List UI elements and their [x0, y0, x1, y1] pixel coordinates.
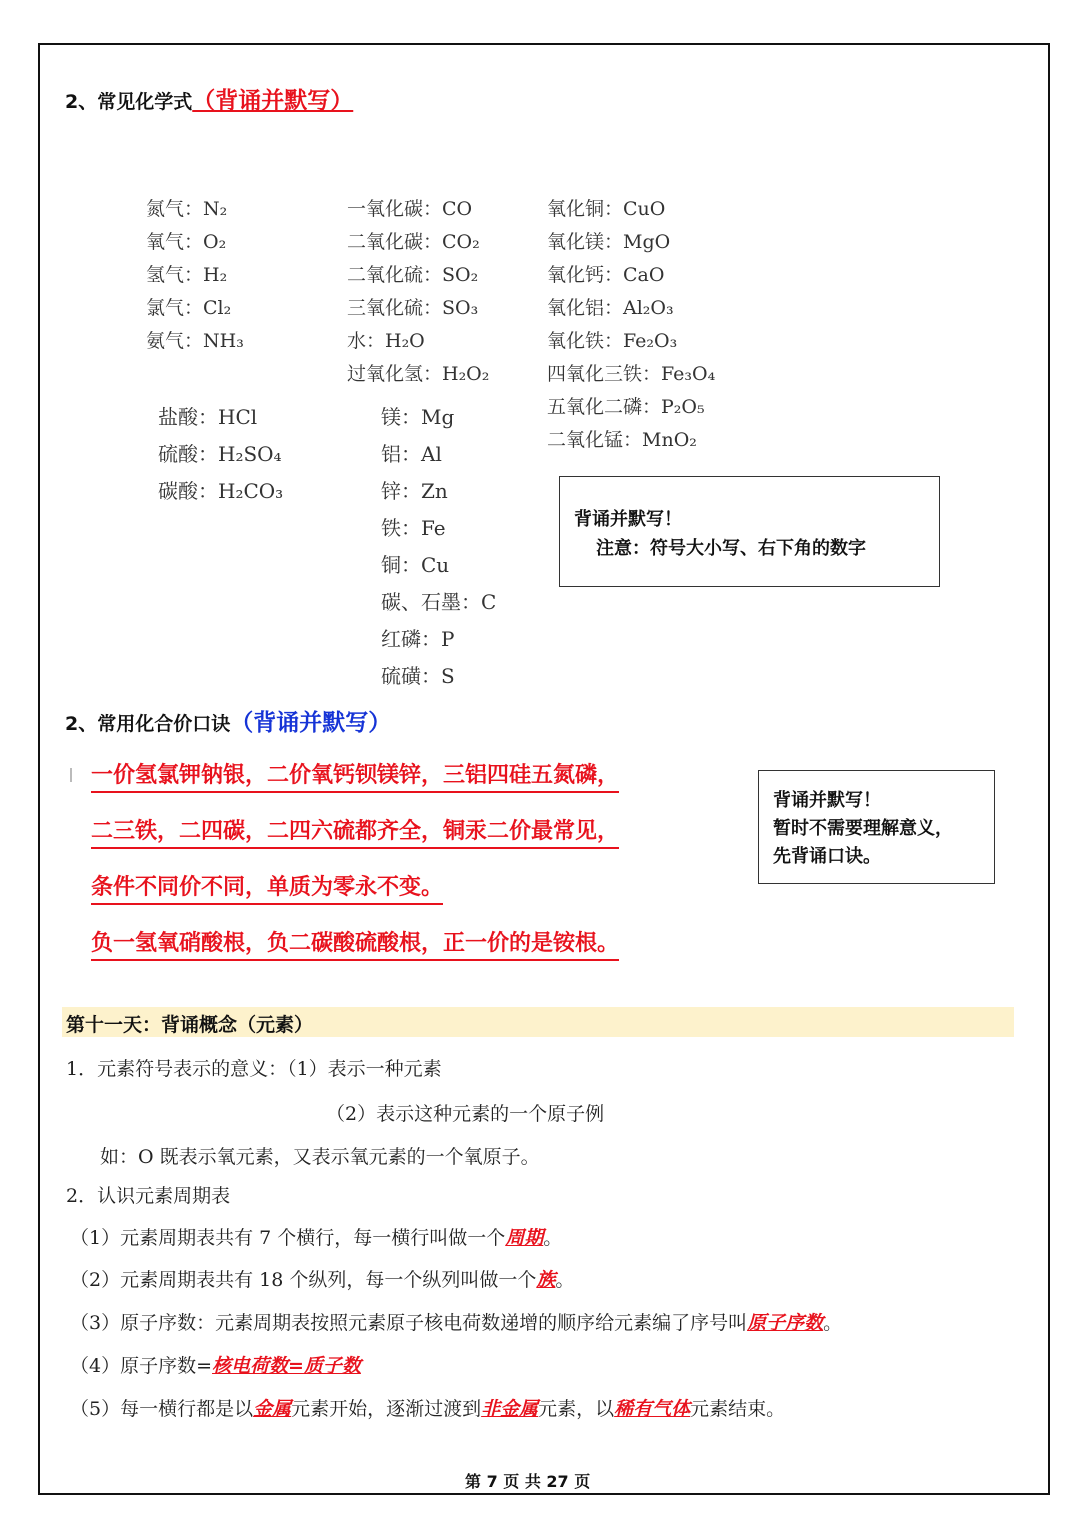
note-line: 背诵并默写！	[773, 790, 881, 811]
concept-line: 1．元素符号表示的意义：（1）表示一种元素	[66, 1058, 442, 1080]
section-title: 常用化合价口诀	[97, 713, 231, 735]
section-note: （背诵并默写）	[192, 88, 354, 114]
section-heading-formulas	[65, 82, 353, 115]
keyword: 原子序数	[747, 1312, 824, 1334]
note-box-formulas	[559, 476, 940, 587]
formula-item: 水：H₂O	[347, 330, 425, 352]
formula-item: 一氧化碳：CO	[347, 198, 473, 220]
formula-item: 氧气：O₂	[146, 231, 227, 253]
formula-item: 碳、石墨：C	[381, 590, 497, 614]
keyword: 周期	[505, 1227, 544, 1249]
point-text: 。	[543, 1227, 563, 1249]
keyword: 核电荷数=质子数	[212, 1355, 361, 1377]
concept-line: 如：O 既表示氧元素，又表示氧元素的一个氧原子。	[100, 1146, 540, 1168]
keyword: 族	[536, 1269, 556, 1291]
formula-item: 四氧化三铁：Fe₃O₄	[547, 363, 716, 385]
formula-item: 氯气：Cl₂	[146, 297, 232, 319]
formula-item: 镁：Mg	[381, 405, 455, 429]
concept-line: （2）表示这种元素的一个原子例	[326, 1103, 605, 1125]
formula-item: 铁：Fe	[381, 516, 446, 540]
formula-item: 二氧化碳：CO₂	[347, 231, 480, 253]
formula-item: 氧化钙：CaO	[547, 264, 665, 286]
formula-item: 氧化镁：MgO	[547, 231, 671, 253]
formula-column-metal-oxides	[547, 193, 715, 457]
formula-item: 硫磺：S	[381, 664, 455, 688]
formula-item: 过氧化氢：H₂O₂	[347, 363, 490, 385]
point-text: （3）原子序数：元素周期表按照元素原子核电荷数递增的顺序给元素编了序号叫	[70, 1312, 748, 1334]
note-line: 先背诵口诀。	[773, 846, 881, 867]
formula-item: 碳酸：H₂CO₃	[158, 479, 284, 503]
formula-column-elements	[381, 399, 496, 695]
formula-item: 氧化铁：Fe₂O₃	[547, 330, 678, 352]
rhyme-line: 一价氢氯钾钠银，二价氧钙钡镁锌，三铝四硅五氮磷，	[91, 758, 619, 793]
point-text: 元素，以	[538, 1398, 615, 1420]
concept-point	[70, 1351, 361, 1378]
point-text: 元素结束。	[690, 1398, 786, 1420]
formula-column-gases	[146, 193, 244, 358]
formula-item: 氨气：NH₃	[146, 330, 244, 352]
section-note: （背诵并默写）	[230, 710, 392, 736]
concept-point	[70, 1308, 842, 1335]
formula-item: 氢气：H₂	[146, 264, 228, 286]
concept-line: 2．认识元素周期表	[66, 1185, 231, 1207]
section-title: 常见化学式	[97, 91, 193, 113]
rhyme-line: 负一氢氧硝酸根，负二碳酸硫酸根，正一价的是铵根。	[91, 926, 619, 961]
point-text: （2）元素周期表共有 18 个纵列，每一个纵列叫做一个	[70, 1269, 537, 1291]
formula-item: 铝：Al	[381, 442, 442, 466]
keyword: 非金属	[481, 1398, 539, 1420]
formula-item: 二氧化锰：MnO₂	[547, 429, 697, 451]
concept-point	[70, 1394, 785, 1421]
formula-column-nonmetal-oxides	[347, 193, 489, 391]
formula-item: 二氧化硫：SO₂	[347, 264, 479, 286]
point-text: 。	[555, 1269, 575, 1291]
formula-item: 氮气：N₂	[146, 198, 228, 220]
formula-item: 三氧化硫：SO₃	[347, 297, 479, 319]
formula-item: 红磷：P	[381, 627, 455, 651]
point-text: （5）每一横行都是以	[70, 1398, 254, 1420]
formula-item: 锌：Zn	[381, 479, 448, 503]
concept-point	[70, 1223, 562, 1250]
note-line: 背诵并默写！	[574, 509, 682, 530]
note-line: 注意：符号大小写、右下角的数字	[596, 538, 866, 559]
keyword: 金属	[253, 1398, 292, 1420]
point-text: （1）元素周期表共有 7 个横行，每一横行叫做一个	[70, 1227, 506, 1249]
day-heading: 第十一天：背诵概念（元素）	[66, 1014, 314, 1036]
note-line: 暂时不需要理解意义，	[773, 818, 953, 839]
page-footer: 第 7 页 共 27 页	[465, 1472, 591, 1491]
point-text: （4）原子序数=	[70, 1355, 213, 1377]
formula-item: 氧化铝：Al₂O₃	[547, 297, 674, 319]
cursor-mark	[70, 768, 72, 782]
concept-point	[70, 1265, 574, 1292]
rhyme-line: 二三铁，二四碳，二四六硫都齐全，铜汞二价最常见，	[91, 814, 619, 849]
point-text: 。	[823, 1312, 843, 1334]
formula-item: 铜：Cu	[381, 553, 450, 577]
formula-item: 盐酸：HCl	[158, 405, 258, 429]
formula-item: 硫酸：H₂SO₄	[158, 442, 282, 466]
rhyme-line: 条件不同价不同，单质为零永不变。	[91, 870, 443, 905]
formula-column-acids	[158, 399, 283, 510]
formula-item: 氧化铜：CuO	[547, 198, 666, 220]
section-heading-valence	[65, 704, 391, 737]
point-text: 元素开始，逐渐过渡到	[291, 1398, 482, 1420]
formula-item: 五氧化二磷：P₂O₅	[547, 396, 705, 418]
section-number: 2、	[65, 91, 98, 113]
note-box-valence	[758, 770, 995, 884]
keyword: 稀有气体	[614, 1398, 691, 1420]
section-number: 2、	[65, 713, 98, 735]
